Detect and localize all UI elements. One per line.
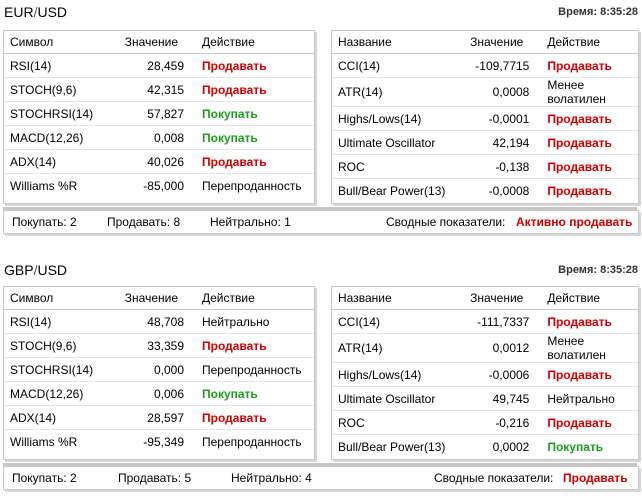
summary-verdict: Активно продавать — [516, 215, 633, 229]
summary-sell-count: Продавать: 8 — [107, 215, 181, 229]
table-row — [4, 54, 314, 78]
indicator-name: STOCHRSI(14) — [4, 358, 104, 382]
indicator-value: -0,0006 — [451, 363, 542, 387]
table-row — [4, 358, 314, 382]
indicator-value: 49,745 — [451, 387, 542, 411]
indicator-value: 0,008 — [104, 126, 196, 150]
indicator-name: STOCHRSI(14) — [4, 102, 104, 126]
table-header — [332, 287, 638, 310]
col-name: Название — [332, 31, 451, 54]
indicator-action: Нейтрально — [196, 310, 314, 334]
indicator-value: -85,000 — [143, 178, 184, 193]
indicator-value: 0,0012 — [451, 334, 542, 363]
time-label: Время: 8:35:28 — [558, 6, 638, 18]
indicator-name: STOCH(9,6) — [4, 334, 104, 358]
indicator-name: RSI(14) — [4, 310, 104, 334]
table-row — [332, 334, 638, 363]
indicator-value: 0,006 — [104, 382, 196, 406]
indicator-value: -0,0001 — [451, 107, 542, 131]
indicator-action: Продавать — [196, 406, 314, 430]
indicator-value: -109,7715 — [451, 54, 542, 78]
symbol-slash: / — [33, 262, 38, 278]
pair-title — [4, 262, 67, 278]
indicator-value: 42,315 — [104, 78, 196, 102]
indicator-value: 0,0002 — [492, 439, 530, 454]
indicator-name: ROC — [332, 155, 451, 179]
summary-verdict: Продавать — [563, 471, 628, 485]
summary-label: Сводные показатели: — [434, 471, 554, 485]
indicator-value: 0,0008 — [451, 78, 542, 107]
table-row — [4, 150, 314, 174]
symbol-quote: USD — [37, 4, 68, 20]
indicator-action: Продавать — [541, 310, 638, 334]
table-row — [332, 310, 638, 334]
indicator-action: Продавать — [196, 150, 314, 174]
indicator-name: Williams %R — [10, 178, 78, 193]
pair-title — [4, 4, 67, 20]
table-row — [4, 310, 314, 334]
indicator-action: Продавать — [547, 183, 612, 198]
summary-bar — [3, 210, 639, 234]
indicator-value: -111,7337 — [451, 310, 542, 334]
indicator-value: 48,708 — [104, 310, 196, 334]
indicator-value: -0,216 — [451, 411, 542, 435]
indicator-action: Продавать — [196, 54, 314, 78]
indicator-name: MACD(12,26) — [4, 126, 104, 150]
col-value: Значение — [451, 31, 542, 54]
table-row — [332, 411, 638, 435]
indicator-action: Продавать — [541, 54, 638, 78]
table-row — [4, 78, 314, 102]
table-row — [332, 155, 638, 179]
indicator-name: Ultimate Oscillator — [332, 387, 451, 411]
indicator-name: Williams %R — [10, 434, 78, 449]
symbol-base: EUR — [4, 4, 34, 20]
col-action: Действие — [196, 287, 314, 310]
indicator-name: Highs/Lows(14) — [332, 107, 451, 131]
indicator-value: 33,359 — [104, 334, 196, 358]
summary-buy-count: Покупать: 2 — [12, 215, 77, 229]
col-action: Действие — [541, 31, 638, 54]
indicator-name: CCI(14) — [332, 310, 451, 334]
time-label: Время: 8:35:28 — [558, 264, 638, 276]
indicator-action: Менее волатилен — [541, 78, 638, 107]
indicator-value: -0,138 — [451, 155, 542, 179]
summary-bar — [3, 466, 639, 490]
indicator-name: CCI(14) — [332, 54, 451, 78]
col-symbol: Символ — [4, 31, 104, 54]
indicator-value: 28,459 — [104, 54, 196, 78]
table-row — [4, 406, 314, 430]
indicator-value: 0,000 — [104, 358, 196, 382]
indicator-name: RSI(14) — [4, 54, 104, 78]
col-action: Действие — [196, 31, 314, 54]
indicator-name: Highs/Lows(14) — [332, 363, 451, 387]
pair-section-eurusd — [0, 4, 642, 236]
table-row — [4, 102, 314, 126]
table-row — [4, 382, 314, 406]
indicator-name: Ultimate Oscillator — [332, 131, 451, 155]
indicator-action: Продавать — [541, 363, 638, 387]
col-action: Действие — [541, 287, 638, 310]
indicator-action: Покупать — [196, 102, 314, 126]
summary-neutral-count: Нейтрально: 1 — [210, 215, 291, 229]
col-value: Значение — [104, 287, 196, 310]
col-symbol: Символ — [4, 287, 104, 310]
indicator-value: 28,597 — [104, 406, 196, 430]
indicator-value: 57,827 — [104, 102, 196, 126]
indicator-value: 40,026 — [104, 150, 196, 174]
symbol-base: GBP — [4, 262, 34, 278]
summary-sell-count: Продавать: 5 — [118, 471, 192, 485]
table-row — [332, 363, 638, 387]
table-row — [332, 179, 638, 203]
col-name: Название — [332, 287, 451, 310]
table-row — [332, 131, 638, 155]
oscillators-table — [3, 30, 315, 204]
summary-neutral-count: Нейтрально: 4 — [231, 471, 312, 485]
table-header — [4, 287, 314, 310]
indicator-name: Bull/Bear Power(13) — [338, 439, 446, 454]
symbol-slash: / — [33, 4, 38, 20]
indicator-action: Покупать — [196, 382, 314, 406]
indicator-action: Перепроданность — [202, 178, 302, 193]
indicator-name: ATR(14) — [332, 78, 451, 107]
indicator-action: Перепроданность — [202, 434, 302, 449]
table-row — [4, 334, 314, 358]
indicator-value: -95,349 — [143, 434, 184, 449]
indicators-table — [331, 30, 639, 204]
indicator-action: Перепроданность — [196, 358, 314, 382]
indicator-name: MACD(12,26) — [4, 382, 104, 406]
indicator-name: STOCH(9,6) — [4, 78, 104, 102]
indicator-action: Продавать — [541, 107, 638, 131]
oscillators-table — [3, 286, 315, 460]
summary-buy-count: Покупать: 2 — [12, 471, 77, 485]
table-header — [332, 31, 638, 54]
indicator-value: -0,0008 — [488, 183, 530, 198]
symbol-quote: USD — [37, 262, 68, 278]
indicator-action: Нейтрально — [541, 387, 638, 411]
indicator-action: Продавать — [541, 155, 638, 179]
pair-section-gbpusd — [0, 262, 642, 494]
col-value: Значение — [451, 287, 542, 310]
indicator-action: Покупать — [547, 439, 604, 454]
summary-label: Сводные показатели: — [386, 215, 506, 229]
table-row — [332, 78, 638, 107]
indicator-action: Продавать — [541, 411, 638, 435]
indicator-name: ROC — [332, 411, 451, 435]
indicator-action: Покупать — [196, 126, 314, 150]
col-value: Значение — [104, 31, 196, 54]
indicator-name: ATR(14) — [332, 334, 451, 363]
indicator-action: Продавать — [196, 78, 314, 102]
indicator-name: ADX(14) — [4, 406, 104, 430]
table-row — [4, 126, 314, 150]
table-row — [4, 430, 314, 454]
indicator-value: 42,194 — [451, 131, 542, 155]
table-header — [4, 31, 314, 54]
indicator-action: Продавать — [541, 131, 638, 155]
indicators-table — [331, 286, 639, 460]
indicator-name: ADX(14) — [4, 150, 104, 174]
indicator-action: Менее волатилен — [541, 334, 638, 363]
table-row — [332, 54, 638, 78]
table-row — [332, 107, 638, 131]
table-row — [4, 174, 314, 198]
table-row — [332, 435, 638, 459]
table-row — [332, 387, 638, 411]
indicator-name: Bull/Bear Power(13) — [338, 183, 446, 198]
indicator-action: Продавать — [196, 334, 314, 358]
